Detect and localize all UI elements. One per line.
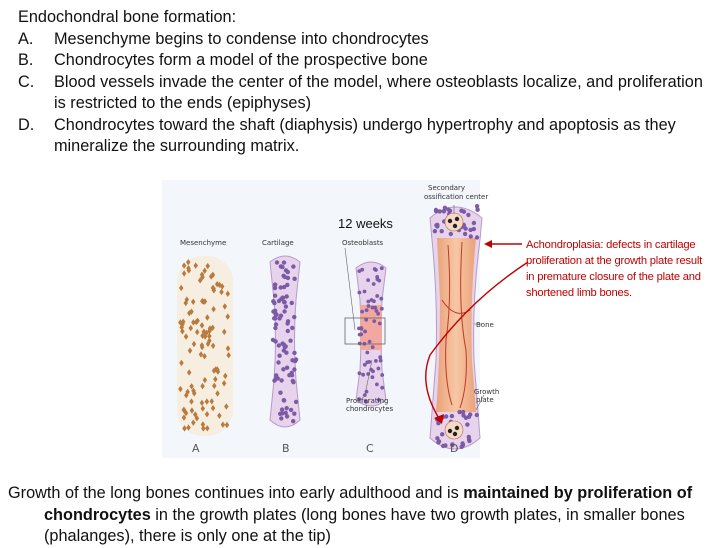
step-letter: B. (18, 51, 34, 69)
cell (273, 326, 277, 330)
cell (361, 373, 365, 377)
cell (290, 301, 294, 305)
label-bone: Bone (476, 321, 494, 329)
secondary-ossification-center (445, 213, 463, 231)
cell (285, 406, 289, 410)
cell (290, 371, 294, 375)
cell (282, 398, 286, 402)
cell (274, 312, 278, 316)
annotation-arrowhead (484, 240, 492, 248)
cell (291, 419, 295, 423)
cell (292, 412, 296, 416)
label-mesenchyme: Mesenchyme (180, 239, 227, 247)
cell (278, 391, 282, 395)
cell (359, 332, 363, 336)
cell (279, 416, 283, 420)
cell (378, 322, 382, 326)
cell (375, 294, 379, 298)
cell (277, 354, 281, 358)
cell (280, 265, 284, 269)
cell (288, 339, 292, 343)
cell (440, 432, 444, 436)
caption (8, 483, 720, 548)
cell (377, 367, 381, 371)
cell (273, 339, 277, 343)
cell (450, 414, 454, 418)
step-letter: C. (18, 72, 35, 91)
cell (475, 413, 479, 417)
label-osteoblasts: Osteoblasts (342, 239, 384, 247)
cell (380, 386, 384, 390)
cell (367, 304, 371, 308)
cell (359, 326, 363, 330)
cell (380, 266, 384, 270)
cell (372, 282, 376, 286)
step-text: Mesenchyme begins to condense into chondrocytes (54, 29, 429, 48)
cell (284, 304, 288, 308)
caption-pre: Growth of the long bones continues into early adulthood and is (8, 484, 464, 503)
cell (464, 416, 468, 420)
cell (475, 204, 479, 208)
cell (457, 410, 461, 414)
cell (291, 264, 295, 268)
cell (290, 326, 294, 330)
cell (366, 278, 370, 282)
cell (364, 318, 368, 322)
cell (365, 308, 369, 312)
cell (435, 436, 439, 440)
cell (372, 299, 376, 303)
cell (366, 300, 370, 304)
cell (435, 224, 439, 228)
cell (372, 319, 376, 323)
cell (376, 312, 380, 316)
cell (278, 412, 282, 416)
cell (378, 355, 382, 359)
cell (279, 378, 283, 382)
panel-letter-d: D (450, 442, 459, 455)
cell (281, 296, 285, 300)
cell (279, 314, 283, 318)
distal-ossification-center (445, 421, 463, 439)
caption-post: in the growth plates (long bones have two growth plates, in smaller bones (phalanges), there is only one at the tip) (44, 505, 685, 546)
cell (377, 279, 381, 283)
cell (463, 226, 467, 230)
cell (282, 300, 286, 304)
step-letter: A. (18, 29, 34, 48)
cell (463, 232, 467, 236)
heading: Endochondral bone formation: (18, 8, 237, 26)
cell (374, 268, 378, 272)
cell (289, 408, 293, 412)
cell (449, 232, 453, 236)
weeks-label: 12 weeks (338, 216, 393, 231)
cell (292, 277, 296, 281)
cell (371, 369, 375, 373)
cell (380, 307, 384, 311)
cell (273, 294, 277, 298)
cell (472, 221, 476, 225)
cell (468, 412, 472, 416)
cell (281, 367, 285, 371)
cell (282, 260, 286, 264)
label-cartilage: Cartilage (262, 239, 294, 247)
cell (371, 345, 375, 349)
cell (358, 342, 362, 346)
cell (434, 208, 438, 212)
cell (291, 380, 295, 384)
panel-letter-b: B (282, 442, 290, 455)
cell (282, 309, 286, 313)
cell (282, 343, 286, 347)
cell (365, 351, 369, 355)
cell (371, 375, 375, 379)
panel-letter-a: A (192, 442, 200, 455)
cell (365, 360, 369, 364)
cell (273, 283, 277, 287)
cell (368, 340, 372, 344)
cell (360, 310, 364, 314)
cell (375, 383, 379, 387)
bone-shaft (436, 238, 476, 412)
cell (277, 343, 281, 347)
cell (277, 299, 281, 303)
cell (272, 301, 276, 305)
cell (440, 229, 444, 233)
step-letter: D. (18, 115, 35, 134)
cell (292, 351, 296, 355)
cell (443, 206, 447, 210)
label-growth-1: Growth (474, 388, 500, 396)
cell (276, 376, 280, 380)
step-text: Chondrocytes toward the shaft (diaphysis) undergo hypertrophy and apoptosis as they mineralize the surrounding matrix. (54, 115, 676, 155)
achondroplasia-note: Achondroplasia: defects in cartilage proliferation at the growth plate result in premature closure of the plate and shortened limb bones. (526, 239, 703, 299)
cell (358, 291, 362, 295)
cell (286, 319, 290, 323)
cell (275, 260, 279, 264)
label-secondary-1: Secondary (428, 184, 466, 192)
cell (292, 315, 296, 319)
cell (379, 359, 383, 363)
cell (363, 330, 367, 334)
cell (379, 297, 383, 301)
cell (374, 359, 378, 363)
cell (465, 422, 469, 426)
label-proliferating-1: Proliferating (346, 397, 389, 405)
cell (290, 358, 294, 362)
cell (475, 235, 479, 239)
caption-bold: maintained by proliferation of chondrocytes (44, 484, 693, 524)
cell (284, 351, 288, 355)
cell (357, 269, 361, 273)
cell (472, 227, 476, 231)
cell (294, 400, 298, 404)
label-proliferating-2: chondrocytes (346, 405, 394, 413)
panel-letter-c: C (366, 442, 374, 455)
cell (286, 270, 290, 274)
cell (286, 329, 290, 333)
cell (285, 283, 289, 287)
cell (276, 360, 280, 364)
cell (467, 435, 471, 439)
cell (469, 234, 473, 238)
step-text: Blood vessels invade the center of the model, where osteoblasts localize, and proliferation is restricted to the ends (epiphyses) (54, 72, 703, 112)
cell (358, 371, 362, 375)
cell (363, 290, 367, 294)
label-secondary-2: ossification center (424, 193, 489, 201)
cell (371, 306, 375, 310)
step-text: Chondrocytes form a model of the prospective bone (54, 51, 428, 69)
cell (280, 407, 284, 411)
cell (460, 445, 464, 449)
cell (466, 213, 470, 217)
cell (433, 229, 437, 233)
cell (380, 373, 384, 377)
cell (284, 411, 288, 415)
cell (286, 276, 290, 280)
cell (443, 443, 447, 447)
cell (459, 209, 463, 213)
label-growth-2: plate (476, 396, 494, 404)
